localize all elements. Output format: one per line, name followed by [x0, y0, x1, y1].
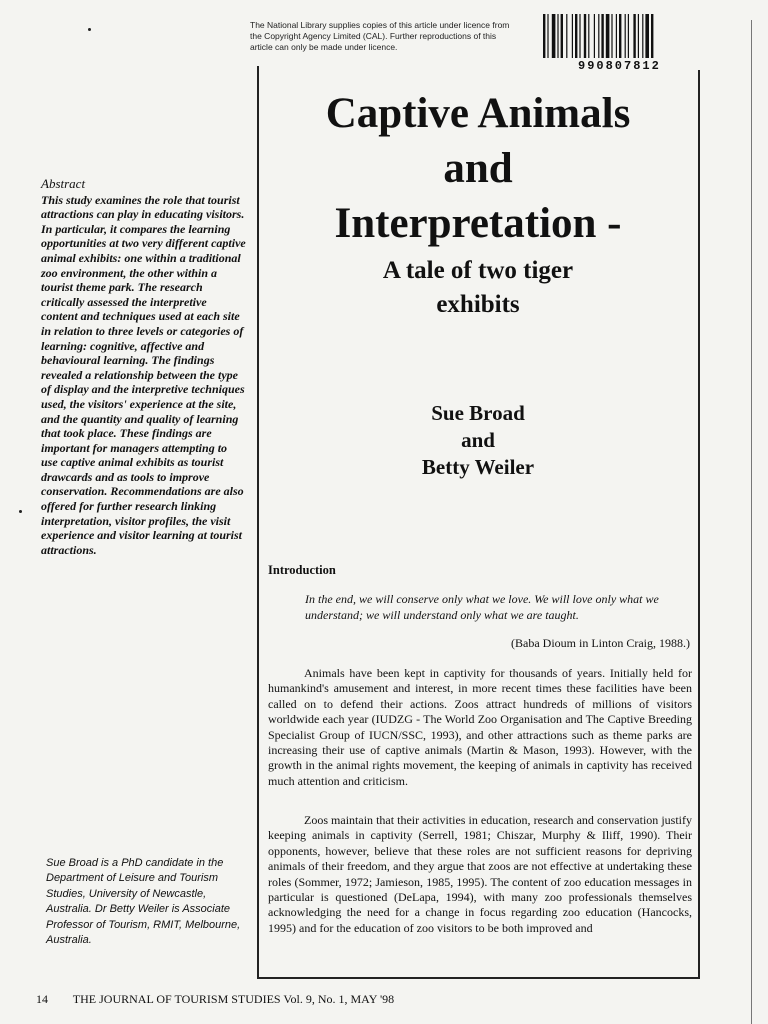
- frame-line-right: [698, 70, 700, 978]
- author-2: Betty Weiler: [421, 455, 535, 479]
- barcode: [543, 14, 693, 58]
- abstract-text: This study examines the role that tourist attractions can play in educating visitors. In particular, it compares the learning opportunities at two very different captive animal exhibits: one within a traditional zoo environment, the other within a tourist theme park. The research critically assessed the interpretive content and techniques used at each site in relation to three levels or categories of learning: cognitive, affective and behavioural learning. The findings revealed a relationship between the type of display and the interpretive techniques used, the visitors' experience at the site, and the quantity and quality of learning that took place. These findings are important for managers attempting to use captive animal exhibits as tourist drawcards and as tools to improve conservation. Recommendations are also offered for further research linking interpretation, visitor profiles, the visit experience and visitor learning at tourist attractions.: [41, 192, 246, 557]
- barcode-number: 990807812: [578, 59, 661, 73]
- epigraph-quote: In the end, we will conserve only what we love. We will love only what we understand; we will understand only what we are taught.: [305, 592, 659, 622]
- author-bio-text: Sue Broad is a PhD candidate in the Department of Leisure and Tourism Studies, University of Newcastle, Australia. Dr Betty Weiler is Associate Professor of Tourism, RMIT, Melbourne, Australia.: [46, 857, 241, 947]
- body-paragraph-2: Zoos maintain that their activities in education, research and conservation justify keeping animals in captivity (Serrell, 1981; Chiszar, Murphy & Iliff, 1990). Their opponents, however, believe that these roles are not sufficient reasons for depriving animals of their freedom, and they argue that zoos are not effective at undertaking these roles (Sommer, 1972; Jamieson, 1985, 1995). The content of zoo education messages in particular is questioned (DeLapa, 1994), with many zoo professionals themselves acknowledging the need for a change in focus regarding zoo education (Hancocks, 1995) and for the education of zoo visitors to be both improved and: [268, 813, 692, 935]
- journal-citation: THE JOURNAL OF TOURISM STUDIES Vol. 9, No. 1, MAY '98: [72, 992, 395, 1006]
- introduction-heading: Introduction: [268, 563, 336, 577]
- author-block: [262, 400, 694, 481]
- page-number: 14: [36, 992, 48, 1006]
- title-line-2: and: [443, 145, 513, 192]
- copyright-notice: The National Library supplies copies of this article under licence from the Copyright Agency Limited (CAL). Further reproductions of this article can only be made under licence.: [250, 20, 510, 52]
- body-paragraph-1: Animals have been kept in captivity for thousands of years. Initially held for humankind's amusement and interest, in more recent times these facilities have been called on to defend their actions. Zoos attract hundreds of millions of visitors worldwide each year (IUDZG - The World Zoo Organisation and The Captive Breeding Specialist Group of IUCN/SSC, 1993), and other attractions such as theme parks are increasing their use of captive animals (Martin & Mason, 1993). However, with the growth in the animal rights movement, the keeping of animals in captivity has received much attention and criticism.: [268, 666, 692, 788]
- subtitle-line-2: exhibits: [436, 291, 520, 318]
- epigraph-citation: (Baba Dioum in Linton Craig, 1988.): [511, 636, 690, 650]
- author-conjunction: and: [461, 428, 495, 452]
- abstract: [41, 177, 246, 557]
- frame-line-bottom: [257, 977, 700, 979]
- author-1: Sue Broad: [431, 401, 525, 425]
- scan-speck: [19, 510, 22, 513]
- subtitle-line-1: A tale of two tiger: [382, 257, 574, 284]
- page-footer: [36, 992, 676, 1007]
- author-bio: [46, 856, 246, 948]
- article-subtitle: [262, 254, 694, 322]
- title-line-1: Captive Animals: [325, 90, 631, 137]
- title-line-3: Interpretation -: [334, 200, 622, 247]
- abstract-heading: Abstract: [41, 176, 86, 191]
- page-edge: [751, 20, 752, 1024]
- frame-line-left: [257, 78, 259, 978]
- article-title: [262, 86, 694, 251]
- scan-speck: [88, 28, 91, 31]
